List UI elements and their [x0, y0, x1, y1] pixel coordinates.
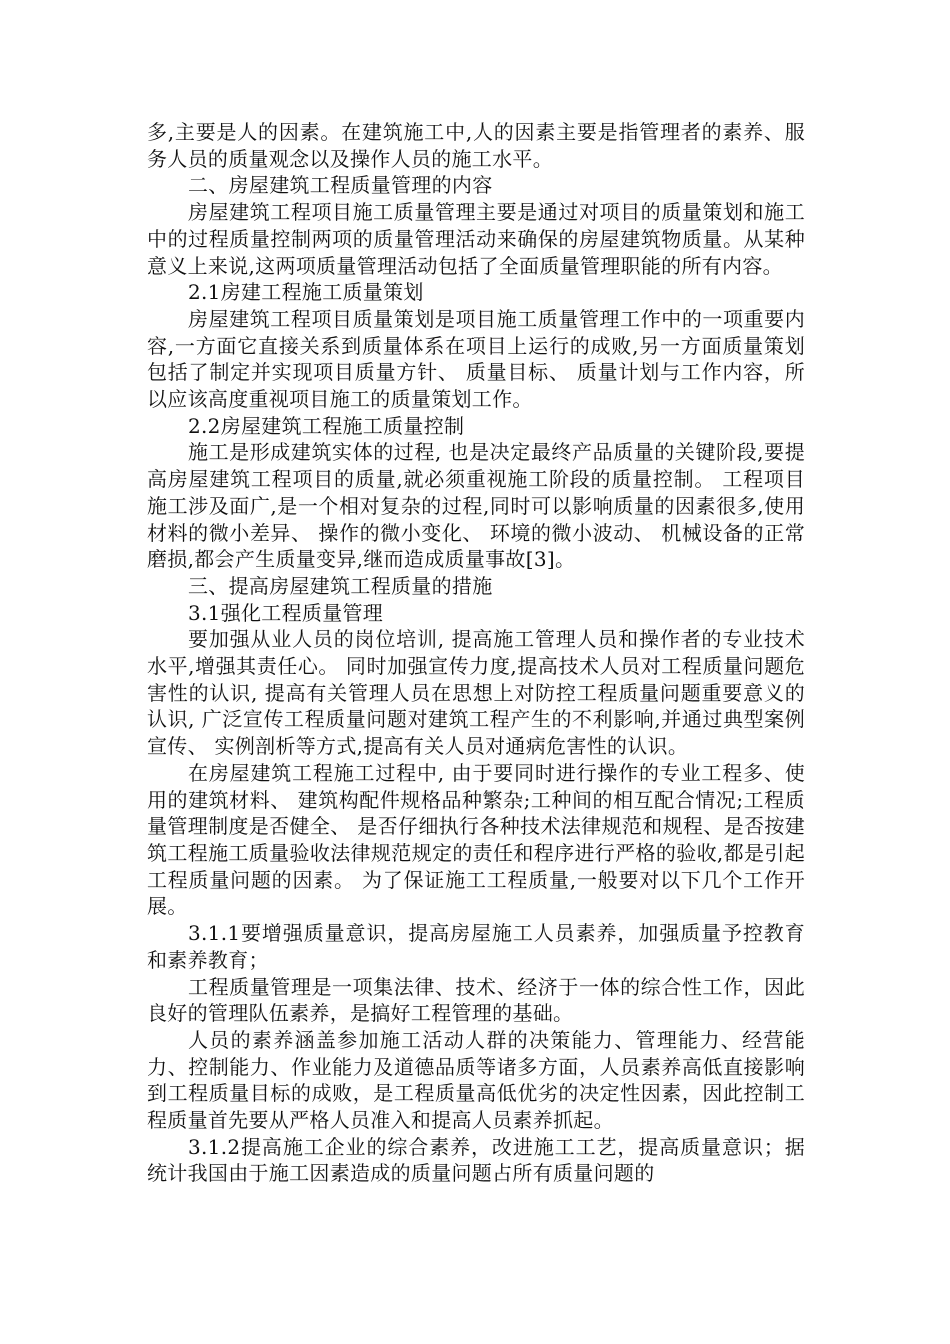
subsection-heading-3-1-1: 3.1.1要增强质量意识，提高房屋施工人员素养，加强质量予控教育和素养教育；: [147, 921, 805, 972]
paragraph: 房屋建筑工程项目质量策划是项目施工质量管理工作中的一项重要内容,一方面它直接关系到质量体系在项目上运行的成败,另一方面质量策划包括了制定并实现项目质量方针、 质量目标、 质量计划与工作内容，所以应该高度重视项目施工的质量策划工作。: [147, 306, 805, 412]
subsection-heading-2-1: 2.1房建工程施工质量策划: [188, 280, 424, 305]
paragraph: 工程质量管理是一项集法律、技术、经济于一体的综合性工作，因此良好的管理队伍素养，是搞好工程管理的基础。: [147, 974, 805, 1026]
paragraph: 在房屋建筑工程施工过程中, 由于要同时进行操作的专业工程多、使用的建筑材料、 建筑构配件规格品种繁杂;工种间的相互配合情况;工程质量管理制度是否健全、 是否仔细执行各种技术法律规范和规程、是否按建筑工程施工质量验收法律规范规定的责任和程序进行严格的验收,都是引起工程质量问题的因素。 为了保证施工工程质量,一般要对以下几个工作开展。: [147, 760, 805, 919]
subsection-heading-3-1: 3.1强化工程质量管理: [188, 600, 384, 625]
paragraph: 施工是形成建筑实体的过程, 也是决定最终产品质量的关键阶段,要提高房屋建筑工程项目的质量,就必须重视施工阶段的质量控制。 工程项目施工涉及面广,是一个相对复杂的过程,同时可以影响质量的因素很多,使用材料的微小差异、 操作的微小变化、 环境的微小波动、 机械设备的正常磨损,都会产生质量变异,继而造成质量事故[3]。: [147, 440, 805, 572]
subsection-heading-2-2: 2.2房屋建筑工程施工质量控制: [188, 413, 465, 438]
paragraph: 房屋建筑工程项目施工质量管理主要是通过对项目的质量策划和施工中的过程质量控制两项的质量管理活动来确保的房屋建筑物质量。从某种意义上来说,这两项质量管理活动包括了全面质量管理职能的所有内容。: [147, 200, 805, 278]
section-heading-2: 二、房屋建筑工程质量管理的内容: [188, 173, 493, 198]
paragraph-continuation: 多,主要是人的因素。在建筑施工中,人的因素主要是指管理者的素养、服务人员的质量观念以及操作人员的施工水平。: [147, 120, 805, 171]
paragraph: 要加强从业人员的岗位培训, 提高施工管理人员和操作者的专业技术水平,增强其责任心。 同时加强宣传力度,提高技术人员对工程质量问题危害性的认识, 提高有关管理人员在思想上对防控工程质量问题重要意义的认识, 广泛宣传工程质量问题对建筑工程产生的不利影响,并通过典型案例宣传、 实例剖析等方式,提高有关人员对通病危害性的认识。: [147, 627, 805, 759]
subsection-heading-3-1-2: 3.1.2提高施工企业的综合素养，改进施工工艺，提高质量意识；据统计我国由于施工因素造成的质量问题占所有质量问题的: [147, 1134, 805, 1186]
paragraph: 人员的素养涵盖参加施工活动人群的决策能力、管理能力、经营能力、控制能力、作业能力及道德品质等诸多方面，人员素养高低直接影响到工程质量目标的成败，是工程质量高低优劣的决定性因素，因此控制工程质量首先要从严格人员准入和提高人员素养抓起。: [147, 1027, 805, 1133]
document-body: [147, 119, 805, 1187]
section-heading-3: 三、提高房屋建筑工程质量的措施: [188, 573, 493, 598]
